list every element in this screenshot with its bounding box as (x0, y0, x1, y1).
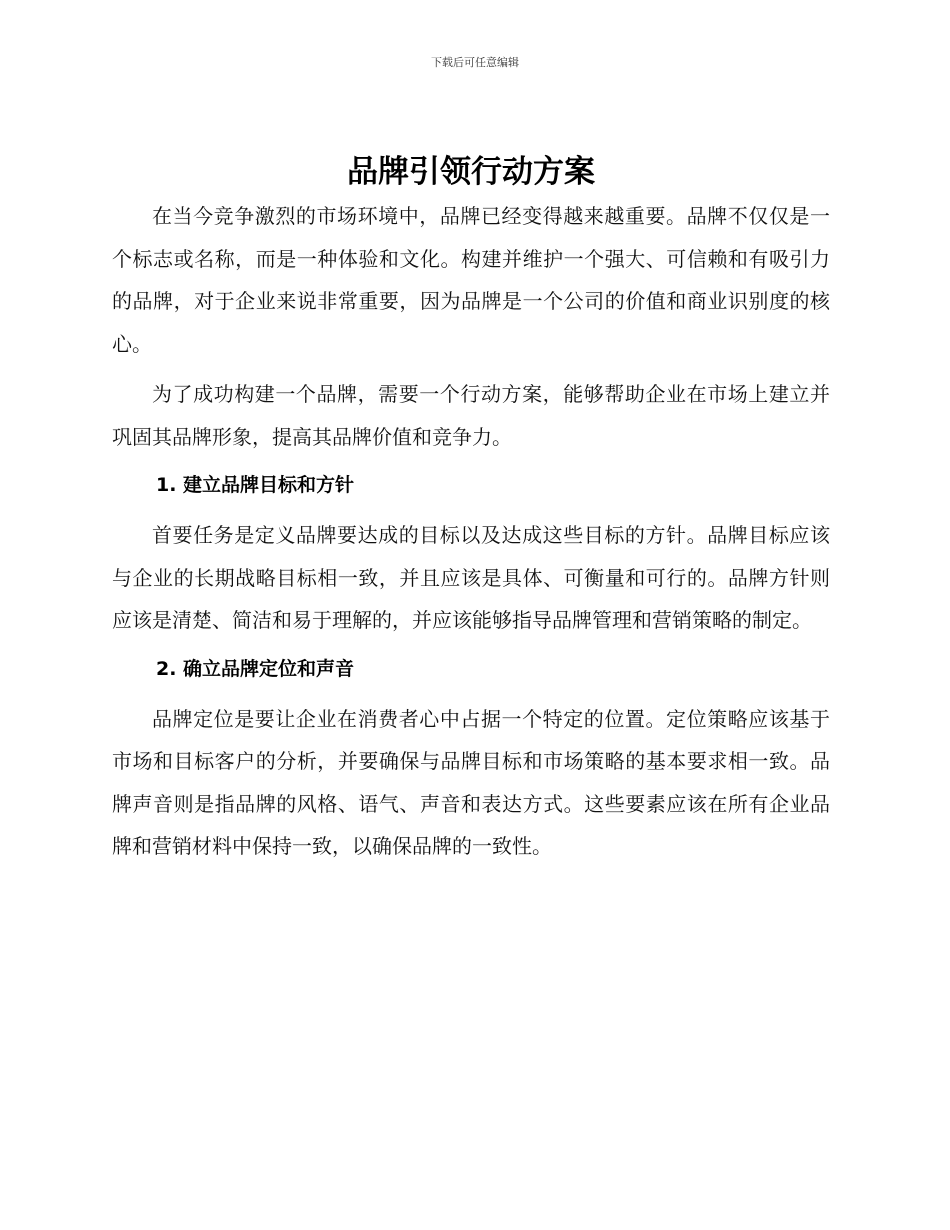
intro-paragraph-1: 在当今竞争激烈的市场环境中，品牌已经变得越来越重要。品牌不仅仅是一个标志或名称，而是一种体验和文化。构建并维护一个强大、可信赖和有吸引力的品牌，对于企业来说非常重要，因为品牌是一个公司的价值和商业识别度的核心。 (112, 204, 830, 356)
section-2-paragraph: 品牌定位是要让企业在消费者心中占据一个特定的位置。定位策略应该基于市场和目标客户的分析，并要确保与品牌目标和市场策略的基本要求相一致。品牌声音则是指品牌的风格、语气、声音和表达方式。这些要素应该在所有企业品牌和营销材料中保持一致，以确保品牌的一致性。 (112, 706, 830, 858)
intro-paragraph-2: 为了成功构建一个品牌，需要一个行动方案，能够帮助企业在市场上建立并巩固其品牌形象，提高其品牌价值和竞争力。 (112, 382, 830, 449)
section-1-heading: 1. 建立品牌目标和方针 (156, 474, 355, 496)
section-2-heading: 2. 确立品牌定位和声音 (156, 657, 355, 680)
document-body (112, 152, 830, 868)
header-note: 下载后可任意编辑 (431, 56, 519, 69)
section-1-paragraph: 首要任务是定义品牌要达成的目标以及达成这些目标的方针。品牌目标应该与企业的长期战略目标相一致，并且应该是具体、可衡量和可行的。品牌方针则应该是清楚、简洁和易于理解的，并应该能够指导品牌管理和营销策略的制定。 (112, 523, 830, 632)
document-title: 品牌引领行动方案 (347, 154, 595, 190)
